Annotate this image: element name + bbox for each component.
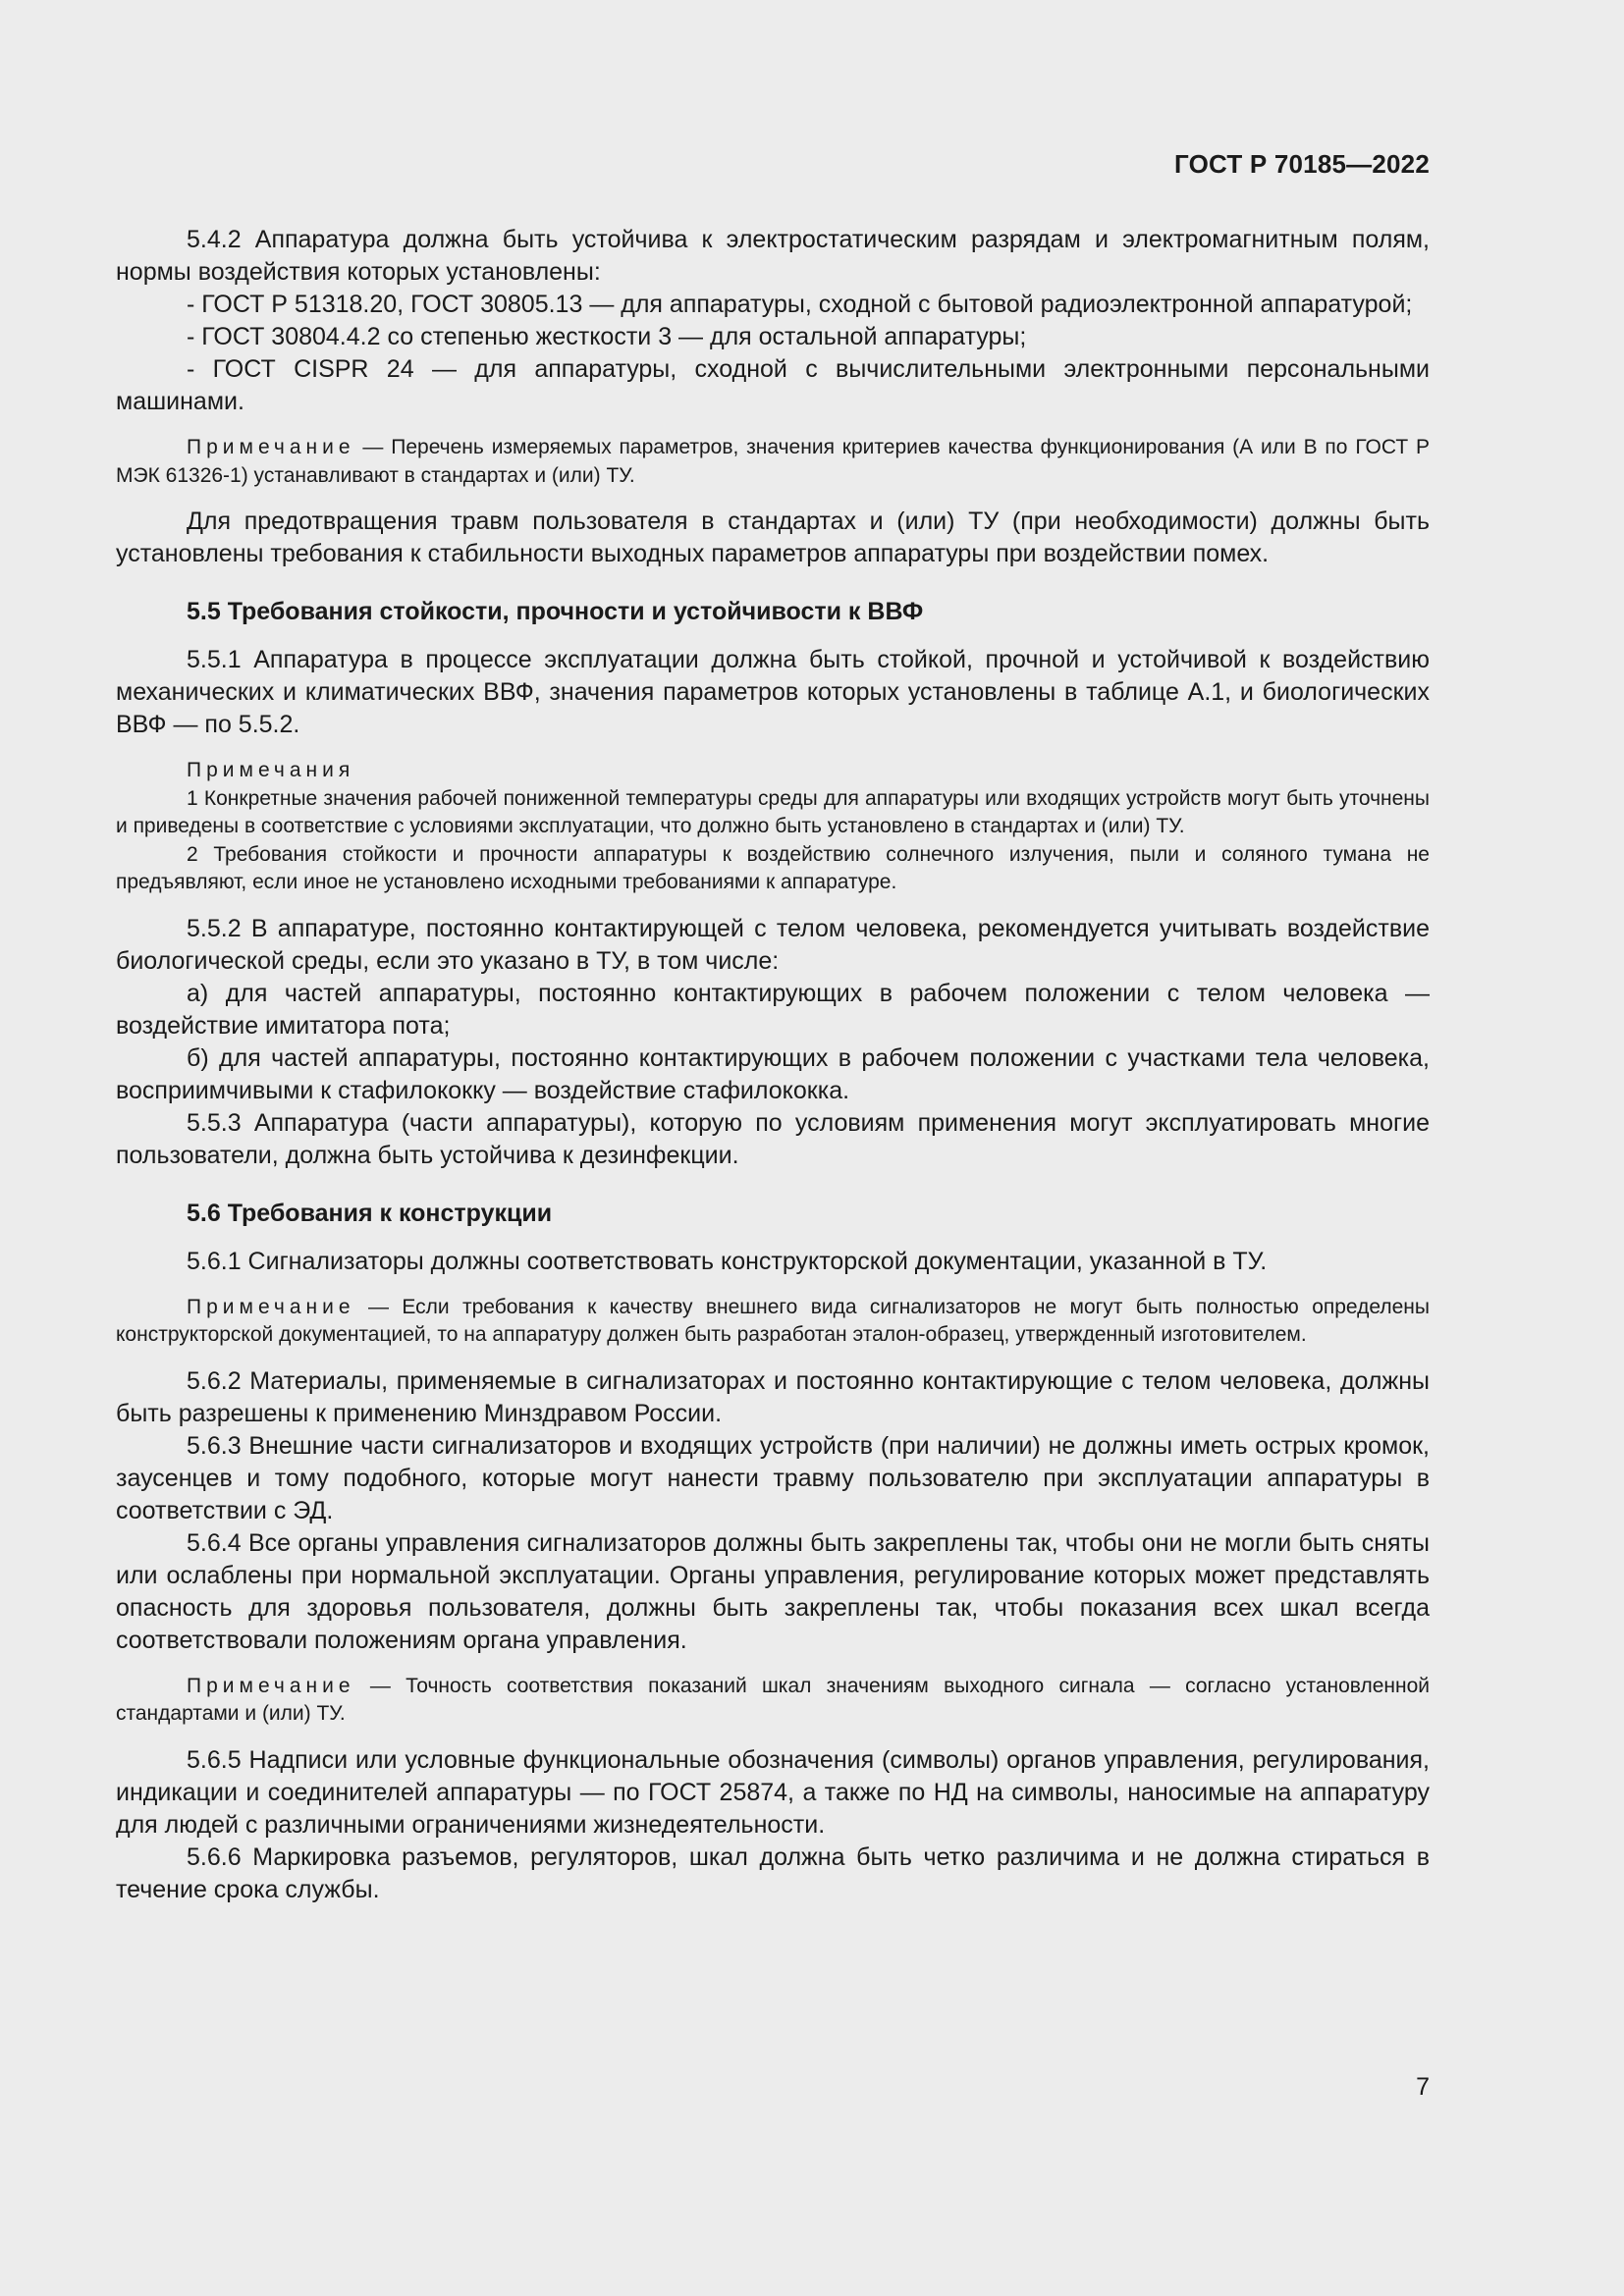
clause-5-4-2-item-2: - ГОСТ 30804.4.2 со степенью жесткости 3 — для остальной аппаратуры; [187, 323, 1027, 350]
clause-5-5-1: 5.5.1 Аппаратура в процессе эксплуатации должна быть стойкой, прочной и устойчивой к воздействию механических и климатических ВВФ, значения параметров которых установлены в таблице А.1, и биологических ВВФ — по 5.5.2. [116, 646, 1430, 738]
note-text: — Точность соответствия показаний шкал значениям выходного сигнала — согласно установленной стандартами и (или) ТУ. [116, 1674, 1430, 1725]
section-heading-5-5: 5.5 Требования стойкости, прочности и устойчивости к ВВФ [187, 598, 924, 625]
note-5-6-1 [116, 1294, 1430, 1350]
note-5-5-1-1: 1 Конкретные значения рабочей пониженной температуры среды для аппаратуры или входящих устройств могут быть уточнены и приведены в соответствие с условиями эксплуатации, что должно быть установлено в стандартах и (или) ТУ. [116, 786, 1430, 837]
clause-5-5-2: 5.5.2 В аппаратуре, постоянно контактирующей с телом человека, рекомендуется учитывать воздействие биологической среды, если это указано в ТУ, в том числе: [116, 914, 1430, 975]
clause-5-6-4: 5.6.4 Все органы управления сигнализаторов должны быть закреплены так, чтобы они не могли быть сняты или ослаблены при нормальной эксплуатации. Органы управления, регулирование которых может представлять опасность для здоровья пользователя, должны быть закреплены так, чтобы показания всех шкал всегда соответствовали положениям органа управления. [116, 1528, 1430, 1654]
clause-5-6-5: 5.6.5 Надписи или условные функциональные обозначения (символы) органов управления, регулирования, индикации и соединителей аппаратуры — по ГОСТ 25874, а также по НД на символы, наносимые на аппаратуру для людей с различными ограничениями жизнедеятельности. [116, 1745, 1430, 1839]
clause-5-4-2-item-3: - ГОСТ CISPR 24 — для аппаратуры, сходной с вычислительными электронными персональными машинами. [116, 355, 1430, 415]
notes-label-5-5-1: Примечания [187, 759, 355, 781]
clause-5-4-2: 5.4.2 Аппаратура должна быть устойчива к электростатическим разрядам и электромагнитным полям, нормы воздействия которых установлены: [116, 226, 1430, 286]
clause-5-6-3: 5.6.3 Внешние части сигнализаторов и входящих устройств (при наличии) не должны иметь острых кромок, заусенцев и тому подобного, которые могут нанести травму пользователю при эксплуатации аппаратуры в соответствии с ЭД. [116, 1431, 1430, 1524]
clause-5-6-1: 5.6.1 Сигнализаторы должны соответствовать конструкторской документации, указанной в ТУ. [187, 1247, 1268, 1275]
clause-5-6-6: 5.6.6 Маркировка разъемов, регуляторов, шкал должна быть четко различима и не должна стираться в течение срока службы. [116, 1842, 1430, 1903]
page-number: 7 [1416, 2073, 1430, 2101]
note-5-6-4 [116, 1673, 1430, 1729]
clause-5-5-2-item-b: б) для частей аппаратуры, постоянно контактирующих в рабочем положении с участками тела человека, восприимчивыми к стафилококку — воздействие стафилококка. [116, 1043, 1430, 1104]
note-label: Примечание [187, 1295, 355, 1318]
clause-5-4-2-item-1: - ГОСТ Р 51318.20, ГОСТ 30805.13 — для аппаратуры, сходной с бытовой радиоэлектронной аппаратурой; [187, 291, 1413, 318]
note-5-4-2 [116, 434, 1430, 490]
page-content [116, 224, 1430, 1906]
document-code: ГОСТ Р 70185—2022 [1174, 149, 1430, 179]
note-5-5-1-2: 2 Требования стойкости и прочности аппаратуры к воздействию солнечного излучения, пыли и соляного тумана не предъявляют, если иное не установлено исходными требованиями к аппаратуре. [116, 842, 1430, 893]
note-text: — Если требования к качеству внешнего вида сигнализаторов не могут быть полностью определены конструкторской документацией, то на аппаратуру должен быть разработан эталон-образец, утвержденный изготовителем. [116, 1295, 1430, 1346]
note-label: Примечание [187, 1674, 355, 1697]
clause-5-6-2: 5.6.2 Материалы, применяемые в сигнализаторах и постоянно контактирующие с телом человека, должны быть разрешены к применению Минздравом России. [116, 1366, 1430, 1427]
note-text: — Перечень измеряемых параметров, значения критериев качества функционирования (А или В по ГОСТ Р МЭК 61326-1) устанавливают в стандартах и (или) ТУ. [116, 436, 1430, 487]
note-label: Примечание [187, 436, 355, 458]
clause-5-5-2-item-a: а) для частей аппаратуры, постоянно контактирующих в рабочем положении с телом человека — воздействие имитатора пота; [116, 979, 1430, 1040]
clause-5-5-3: 5.5.3 Аппаратура (части аппаратуры), которую по условиям применения могут эксплуатировать многие пользователи, должна быть устойчива к дезинфекции. [116, 1108, 1430, 1169]
section-heading-5-6: 5.6 Требования к конструкции [187, 1199, 553, 1227]
clause-5-4-2-paragraph-2: Для предотвращения травм пользователя в стандартах и (или) ТУ (при необходимости) должны быть установлены требования к стабильности выходных параметров аппаратуры при воздействии помех. [116, 507, 1430, 567]
